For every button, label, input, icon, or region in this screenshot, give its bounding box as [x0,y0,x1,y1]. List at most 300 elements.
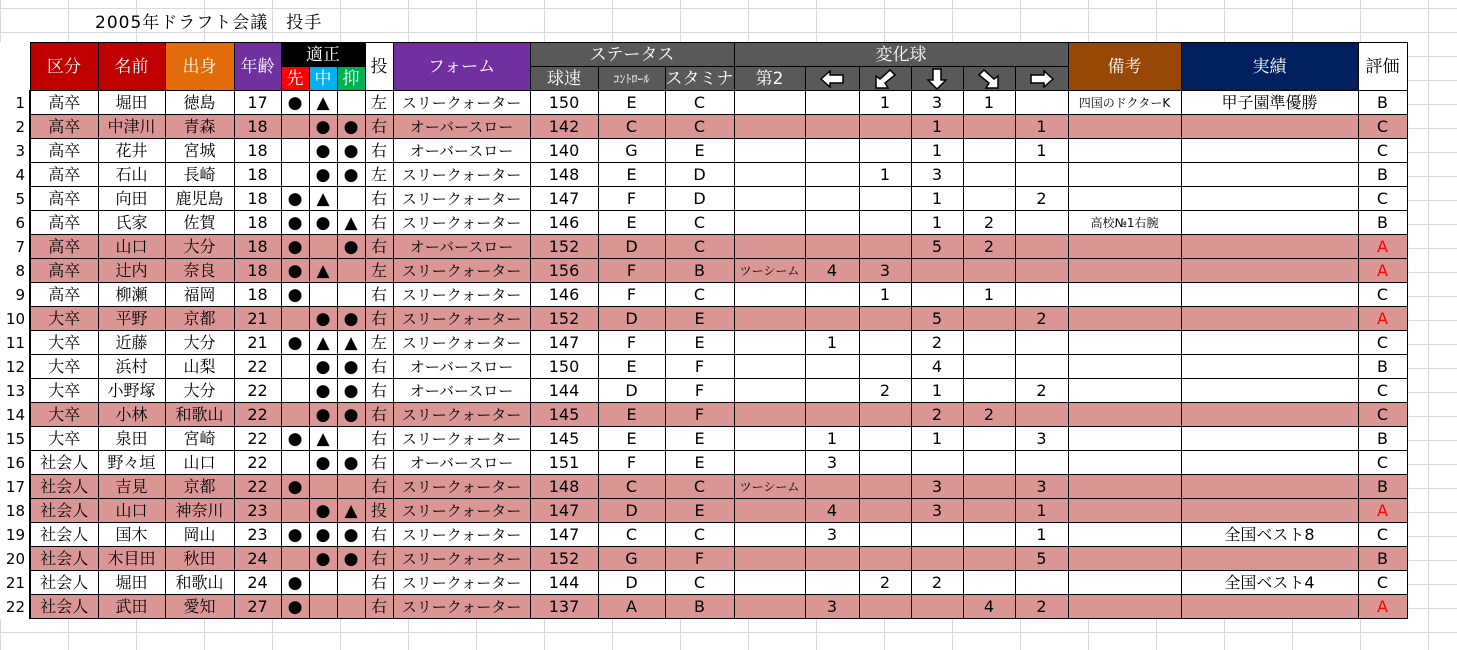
rank-cell[interactable]: C [1358,523,1407,547]
tekisei-saki-cell[interactable] [281,115,309,139]
tekisei-naka-cell[interactable]: ● [309,163,337,187]
down-left-break-cell[interactable] [859,211,911,235]
age-cell[interactable]: 23 [234,523,281,547]
name-cell[interactable]: 辻内 [98,259,165,283]
table-row[interactable] [0,499,1407,523]
jisseki-cell[interactable] [1181,499,1358,523]
age-cell[interactable]: 18 [234,211,281,235]
tekisei-saki-cell[interactable]: ● [281,427,309,451]
biko-cell[interactable] [1068,235,1181,259]
control-cell[interactable]: D [598,379,665,403]
tekisei-osae-cell[interactable]: ● [337,139,365,163]
right-break-cell[interactable]: 3 [1015,427,1068,451]
control-cell[interactable]: A [598,595,665,619]
second-pitch-cell[interactable] [734,403,805,427]
tekisei-naka-cell[interactable] [309,571,337,595]
name-cell[interactable]: 国木 [98,523,165,547]
down-left-break-cell[interactable] [859,187,911,211]
table-row[interactable] [0,307,1407,331]
throw-hand-cell[interactable]: 投 [365,499,393,523]
age-cell[interactable]: 27 [234,595,281,619]
left-break-cell[interactable] [805,307,859,331]
row-number[interactable]: 3 [0,139,30,163]
form-cell[interactable]: スリークォーター [393,187,530,211]
down-left-break-cell[interactable] [859,595,911,619]
from-cell[interactable]: 鹿児島 [165,187,234,211]
stamina-cell[interactable]: E [665,139,734,163]
down-left-break-cell[interactable]: 1 [859,91,911,115]
down-left-break-cell[interactable] [859,427,911,451]
speed-cell[interactable]: 144 [530,571,598,595]
speed-cell[interactable]: 156 [530,259,598,283]
row-number[interactable]: 18 [0,499,30,523]
down-right-break-cell[interactable]: 4 [963,595,1015,619]
stamina-cell[interactable]: F [665,355,734,379]
biko-cell[interactable] [1068,379,1181,403]
rank-cell[interactable]: C [1358,139,1407,163]
left-break-cell[interactable] [805,211,859,235]
left-break-cell[interactable]: 3 [805,595,859,619]
down-right-break-cell[interactable] [963,187,1015,211]
row-number[interactable]: 12 [0,355,30,379]
stamina-cell[interactable]: C [665,115,734,139]
left-break-cell[interactable] [805,91,859,115]
kubun-cell[interactable]: 大卒 [30,331,98,355]
jisseki-cell[interactable]: 全国ベスト8 [1181,523,1358,547]
kubun-cell[interactable]: 大卒 [30,379,98,403]
down-right-break-cell[interactable]: 2 [963,211,1015,235]
stamina-cell[interactable]: C [665,235,734,259]
control-cell[interactable]: E [598,427,665,451]
form-cell[interactable]: スリークォーター [393,595,530,619]
second-pitch-cell[interactable] [734,139,805,163]
tekisei-naka-cell[interactable]: ● [309,139,337,163]
speed-cell[interactable]: 144 [530,379,598,403]
age-cell[interactable]: 18 [234,187,281,211]
row-number[interactable]: 10 [0,307,30,331]
jisseki-cell[interactable] [1181,139,1358,163]
jisseki-cell[interactable] [1181,427,1358,451]
rank-cell[interactable]: C [1358,403,1407,427]
name-cell[interactable]: 柳瀬 [98,283,165,307]
from-cell[interactable]: 京都 [165,307,234,331]
down-left-break-cell[interactable] [859,475,911,499]
from-cell[interactable]: 大分 [165,331,234,355]
left-break-cell[interactable]: 1 [805,427,859,451]
kubun-cell[interactable]: 高卒 [30,163,98,187]
right-break-cell[interactable]: 2 [1015,379,1068,403]
from-cell[interactable]: 秋田 [165,547,234,571]
header-left-arrow[interactable] [805,67,859,91]
from-cell[interactable]: 和歌山 [165,571,234,595]
row-number[interactable]: 21 [0,571,30,595]
down-break-cell[interactable]: 5 [911,235,963,259]
speed-cell[interactable]: 152 [530,235,598,259]
stamina-cell[interactable]: D [665,163,734,187]
table-row[interactable] [0,475,1407,499]
rank-cell[interactable]: C [1358,115,1407,139]
biko-cell[interactable] [1068,355,1181,379]
left-break-cell[interactable]: 1 [805,331,859,355]
jisseki-cell[interactable] [1181,259,1358,283]
from-cell[interactable]: 福岡 [165,283,234,307]
jisseki-cell[interactable] [1181,595,1358,619]
speed-cell[interactable]: 148 [530,475,598,499]
age-cell[interactable]: 22 [234,475,281,499]
table-row[interactable] [0,331,1407,355]
rank-cell[interactable]: C [1358,571,1407,595]
throw-hand-cell[interactable]: 右 [365,595,393,619]
tekisei-saki-cell[interactable] [281,139,309,163]
tekisei-saki-cell[interactable]: ● [281,235,309,259]
header-henka[interactable]: 変化球 [734,43,1068,67]
name-cell[interactable]: 小林 [98,403,165,427]
tekisei-osae-cell[interactable] [337,595,365,619]
kubun-cell[interactable]: 大卒 [30,403,98,427]
name-cell[interactable]: 平野 [98,307,165,331]
second-pitch-cell[interactable]: ツーシーム [734,259,805,283]
biko-cell[interactable] [1068,523,1181,547]
down-break-cell[interactable]: 3 [911,91,963,115]
header-status[interactable]: ステータス [530,43,734,67]
from-cell[interactable]: 佐賀 [165,211,234,235]
name-cell[interactable]: 石山 [98,163,165,187]
tekisei-osae-cell[interactable] [337,571,365,595]
header-osae[interactable]: 抑 [337,67,365,91]
down-right-break-cell[interactable] [963,523,1015,547]
jisseki-cell[interactable] [1181,475,1358,499]
right-break-cell[interactable]: 2 [1015,595,1068,619]
from-cell[interactable]: 和歌山 [165,403,234,427]
kubun-cell[interactable]: 社会人 [30,523,98,547]
stamina-cell[interactable]: D [665,187,734,211]
from-cell[interactable]: 愛知 [165,595,234,619]
table-row[interactable] [0,403,1407,427]
second-pitch-cell[interactable] [734,523,805,547]
down-break-cell[interactable]: 3 [911,163,963,187]
age-cell[interactable]: 17 [234,91,281,115]
tekisei-naka-cell[interactable]: ▲ [309,427,337,451]
right-break-cell[interactable]: 3 [1015,475,1068,499]
row-number[interactable]: 9 [0,283,30,307]
tekisei-osae-cell[interactable] [337,283,365,307]
header-down-left-arrow[interactable] [859,67,911,91]
biko-cell[interactable] [1068,331,1181,355]
stamina-cell[interactable]: E [665,427,734,451]
throw-hand-cell[interactable]: 右 [365,139,393,163]
throw-hand-cell[interactable]: 右 [365,523,393,547]
down-break-cell[interactable]: 4 [911,355,963,379]
form-cell[interactable]: スリークォーター [393,571,530,595]
control-cell[interactable]: G [598,139,665,163]
rank-cell[interactable]: A [1358,595,1407,619]
table-row[interactable] [0,451,1407,475]
left-break-cell[interactable] [805,187,859,211]
row-number[interactable]: 20 [0,547,30,571]
tekisei-saki-cell[interactable]: ● [281,187,309,211]
throw-hand-cell[interactable]: 左 [365,163,393,187]
biko-cell[interactable] [1068,571,1181,595]
second-pitch-cell[interactable] [734,115,805,139]
row-number[interactable]: 1 [0,91,30,115]
tekisei-naka-cell[interactable] [309,595,337,619]
second-pitch-cell[interactable] [734,379,805,403]
kubun-cell[interactable]: 社会人 [30,499,98,523]
row-number[interactable]: 15 [0,427,30,451]
down-break-cell[interactable] [911,259,963,283]
down-left-break-cell[interactable]: 3 [859,259,911,283]
tekisei-osae-cell[interactable]: ▲ [337,211,365,235]
left-break-cell[interactable] [805,163,859,187]
down-right-break-cell[interactable]: 1 [963,91,1015,115]
speed-cell[interactable]: 146 [530,283,598,307]
second-pitch-cell[interactable] [734,451,805,475]
header-stamina[interactable]: スタミナ [665,68,734,89]
kubun-cell[interactable]: 大卒 [30,307,98,331]
throw-hand-cell[interactable]: 右 [365,307,393,331]
speed-cell[interactable]: 151 [530,451,598,475]
control-cell[interactable]: C [598,475,665,499]
down-left-break-cell[interactable] [859,451,911,475]
kubun-cell[interactable]: 高卒 [30,91,98,115]
tekisei-saki-cell[interactable]: ● [281,259,309,283]
table-row[interactable] [0,235,1407,259]
form-cell[interactable]: スリークォーター [393,211,530,235]
tekisei-saki-cell[interactable]: ● [281,523,309,547]
stamina-cell[interactable]: E [665,451,734,475]
second-pitch-cell[interactable] [734,331,805,355]
down-right-break-cell[interactable] [963,307,1015,331]
right-break-cell[interactable]: 2 [1015,307,1068,331]
row-number[interactable]: 8 [0,259,30,283]
tekisei-naka-cell[interactable] [309,235,337,259]
down-break-cell[interactable]: 1 [911,139,963,163]
down-break-cell[interactable]: 2 [911,331,963,355]
tekisei-saki-cell[interactable]: ● [281,211,309,235]
tekisei-naka-cell[interactable]: ● [309,211,337,235]
tekisei-naka-cell[interactable]: ● [309,523,337,547]
speed-cell[interactable]: 145 [530,427,598,451]
control-cell[interactable]: C [598,115,665,139]
right-break-cell[interactable] [1015,331,1068,355]
jisseki-cell[interactable] [1181,403,1358,427]
rank-cell[interactable]: B [1358,355,1407,379]
throw-hand-cell[interactable]: 右 [365,115,393,139]
tekisei-saki-cell[interactable]: ● [281,91,309,115]
throw-hand-cell[interactable]: 左 [365,259,393,283]
tekisei-osae-cell[interactable]: ● [337,523,365,547]
name-cell[interactable]: 堀田 [98,571,165,595]
stamina-cell[interactable]: F [665,379,734,403]
tekisei-saki-cell[interactable] [281,499,309,523]
age-cell[interactable]: 22 [234,379,281,403]
down-left-break-cell[interactable] [859,499,911,523]
from-cell[interactable]: 青森 [165,115,234,139]
left-break-cell[interactable]: 4 [805,259,859,283]
down-break-cell[interactable]: 1 [911,187,963,211]
down-break-cell[interactable]: 3 [911,475,963,499]
second-pitch-cell[interactable] [734,211,805,235]
throw-hand-cell[interactable]: 右 [365,187,393,211]
speed-cell[interactable]: 137 [530,595,598,619]
kubun-cell[interactable]: 社会人 [30,547,98,571]
jisseki-cell[interactable] [1181,283,1358,307]
down-right-break-cell[interactable] [963,259,1015,283]
form-cell[interactable]: スリークォーター [393,547,530,571]
left-break-cell[interactable] [805,235,859,259]
second-pitch-cell[interactable] [734,307,805,331]
second-pitch-cell[interactable] [734,571,805,595]
down-right-break-cell[interactable]: 2 [963,235,1015,259]
table-row[interactable] [0,259,1407,283]
right-break-cell[interactable]: 2 [1015,187,1068,211]
speed-cell[interactable]: 152 [530,307,598,331]
biko-cell[interactable] [1068,187,1181,211]
second-pitch-cell[interactable] [734,235,805,259]
tekisei-osae-cell[interactable] [337,475,365,499]
age-cell[interactable]: 21 [234,331,281,355]
down-break-cell[interactable]: 2 [911,571,963,595]
stamina-cell[interactable]: E [665,499,734,523]
age-cell[interactable]: 21 [234,307,281,331]
header-form[interactable]: フォーム [393,43,530,91]
biko-cell[interactable] [1068,451,1181,475]
tekisei-naka-cell[interactable]: ▲ [309,91,337,115]
speed-cell[interactable]: 147 [530,331,598,355]
throw-hand-cell[interactable]: 右 [365,235,393,259]
rank-cell[interactable]: B [1358,91,1407,115]
name-cell[interactable]: 花井 [98,139,165,163]
tekisei-osae-cell[interactable]: ● [337,379,365,403]
right-break-cell[interactable] [1015,163,1068,187]
speed-cell[interactable]: 146 [530,211,598,235]
tekisei-saki-cell[interactable]: ● [281,475,309,499]
down-left-break-cell[interactable] [859,355,911,379]
control-cell[interactable]: F [598,331,665,355]
throw-hand-cell[interactable]: 右 [365,403,393,427]
header-right-arrow[interactable] [1015,67,1068,91]
age-cell[interactable]: 18 [234,259,281,283]
kubun-cell[interactable]: 社会人 [30,595,98,619]
left-break-cell[interactable] [805,571,859,595]
down-left-break-cell[interactable] [859,139,911,163]
down-break-cell[interactable] [911,451,963,475]
control-cell[interactable]: E [598,403,665,427]
jisseki-cell[interactable]: 全国ベスト4 [1181,571,1358,595]
control-cell[interactable]: E [598,355,665,379]
down-break-cell[interactable]: 1 [911,379,963,403]
tekisei-naka-cell[interactable] [309,475,337,499]
down-break-cell[interactable]: 1 [911,115,963,139]
down-right-break-cell[interactable] [963,571,1015,595]
down-right-break-cell[interactable] [963,139,1015,163]
name-cell[interactable]: 山口 [98,499,165,523]
second-pitch-cell[interactable] [734,187,805,211]
table-row[interactable] [0,355,1407,379]
tekisei-saki-cell[interactable] [281,163,309,187]
name-cell[interactable]: 氏家 [98,211,165,235]
stamina-cell[interactable]: E [665,331,734,355]
rank-cell[interactable]: C [1358,187,1407,211]
form-cell[interactable]: オーバースロー [393,235,530,259]
down-right-break-cell[interactable] [963,499,1015,523]
throw-hand-cell[interactable]: 右 [365,547,393,571]
row-number[interactable]: 4 [0,163,30,187]
age-cell[interactable]: 18 [234,235,281,259]
rank-cell[interactable]: C [1358,451,1407,475]
down-right-break-cell[interactable] [963,475,1015,499]
form-cell[interactable]: オーバースロー [393,451,530,475]
name-cell[interactable]: 近藤 [98,331,165,355]
rank-cell[interactable]: B [1358,211,1407,235]
row-number[interactable]: 7 [0,235,30,259]
control-cell[interactable]: F [598,187,665,211]
tekisei-naka-cell[interactable]: ● [309,355,337,379]
second-pitch-cell[interactable] [734,283,805,307]
form-cell[interactable]: スリークォーター [393,475,530,499]
biko-cell[interactable] [1068,163,1181,187]
kubun-cell[interactable]: 高卒 [30,283,98,307]
table-row[interactable] [0,139,1407,163]
table-row[interactable] [0,595,1407,619]
right-break-cell[interactable] [1015,211,1068,235]
age-cell[interactable]: 22 [234,403,281,427]
jisseki-cell[interactable] [1181,451,1358,475]
second-pitch-cell[interactable] [734,163,805,187]
down-right-break-cell[interactable] [963,163,1015,187]
down-break-cell[interactable] [911,595,963,619]
header-saki[interactable]: 先 [281,67,309,91]
header-second[interactable]: 第2 [734,67,805,91]
age-cell[interactable]: 22 [234,451,281,475]
from-cell[interactable]: 大分 [165,235,234,259]
jisseki-cell[interactable] [1181,235,1358,259]
header-tekisei[interactable]: 適正 [281,43,365,67]
left-break-cell[interactable]: 4 [805,499,859,523]
left-break-cell[interactable]: 3 [805,451,859,475]
throw-hand-cell[interactable]: 左 [365,91,393,115]
form-cell[interactable]: スリークォーター [393,331,530,355]
from-cell[interactable]: 宮城 [165,139,234,163]
tekisei-naka-cell[interactable]: ● [309,403,337,427]
left-break-cell[interactable] [805,475,859,499]
table-row[interactable] [0,283,1407,307]
second-pitch-cell[interactable]: ツーシーム [734,475,805,499]
from-cell[interactable]: 山口 [165,451,234,475]
left-break-cell[interactable] [805,139,859,163]
tekisei-osae-cell[interactable] [337,91,365,115]
down-right-break-cell[interactable]: 2 [963,403,1015,427]
tekisei-naka-cell[interactable]: ● [309,451,337,475]
kubun-cell[interactable]: 高卒 [30,211,98,235]
form-cell[interactable]: スリークォーター [393,307,530,331]
biko-cell[interactable]: 四国のドクターK [1068,91,1181,115]
header-down-arrow[interactable] [911,67,963,91]
row-number[interactable]: 2 [0,115,30,139]
down-left-break-cell[interactable]: 2 [859,379,911,403]
tekisei-naka-cell[interactable]: ● [309,499,337,523]
stamina-cell[interactable]: F [665,547,734,571]
table-row[interactable] [0,547,1407,571]
right-break-cell[interactable]: 1 [1015,115,1068,139]
stamina-cell[interactable]: C [665,211,734,235]
jisseki-cell[interactable]: 甲子園準優勝 [1181,91,1358,115]
rank-cell[interactable]: B [1358,163,1407,187]
kubun-cell[interactable]: 高卒 [30,115,98,139]
form-cell[interactable]: スリークォーター [393,523,530,547]
control-cell[interactable]: C [598,523,665,547]
left-break-cell[interactable] [805,379,859,403]
